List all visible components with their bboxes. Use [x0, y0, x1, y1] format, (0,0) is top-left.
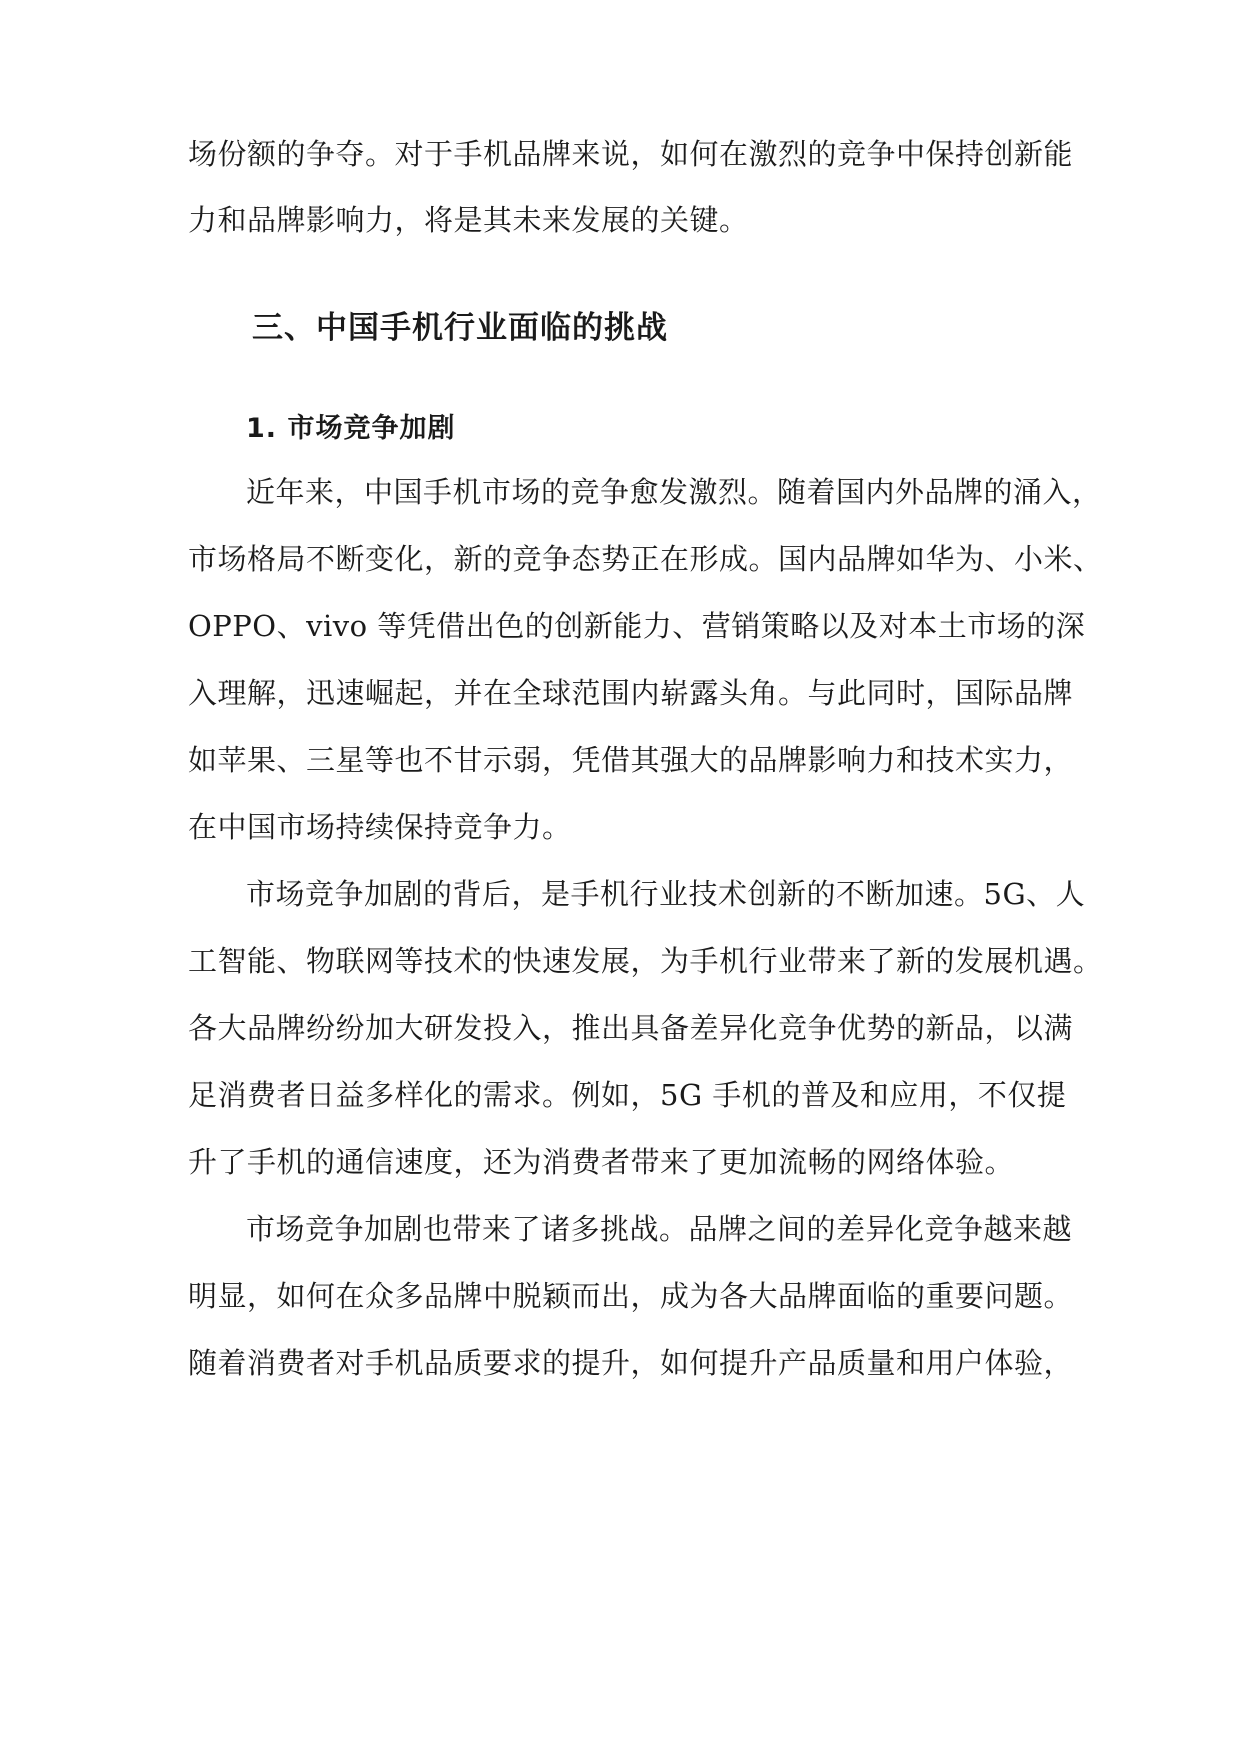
section-title: 三、中国手机行业面临的挑战 [252, 310, 668, 346]
paragraph-2-line-1: 市场竞争加剧的背后，是手机行业技术创新的不断加速。5G、人 [246, 877, 1086, 911]
subsection-title: 1. 市场竞争加剧 [246, 413, 456, 444]
paragraph-3-line-1: 市场竞争加剧也带来了诸多挑战。品牌之间的差异化竞争越来越 [246, 1212, 1073, 1246]
intro-line-1: 场份额的争夺。对于手机品牌来说，如何在激烈的竞争中保持创新能 [188, 137, 1074, 171]
paragraph-3-line-3: 随着消费者对手机品质要求的提升，如何提升产品质量和用户体验， [188, 1346, 1074, 1380]
paragraph-1-line-5: 如苹果、三星等也不甘示弱，凭借其强大的品牌影响力和技术实力， [188, 743, 1074, 777]
paragraph-1-line-4: 入理解，迅速崛起，并在全球范围内崭露头角。与此同时，国际品牌 [188, 676, 1074, 710]
intro-line-2: 力和品牌影响力，将是其未来发展的关键。 [188, 203, 749, 237]
paragraph-3-line-2: 明显，如何在众多品牌中脱颖而出，成为各大品牌面临的重要问题。 [188, 1279, 1074, 1313]
paragraph-1-line-2: 市场格局不断变化，新的竞争态势正在形成。国内品牌如华为、小米、 [188, 542, 1103, 576]
paragraph-1-line-1: 近年来，中国手机市场的竞争愈发激烈。随着国内外品牌的涌入， [246, 475, 1102, 509]
paragraph-2-line-5: 升了手机的通信速度，还为消费者带来了更加流畅的网络体验。 [188, 1145, 1015, 1179]
paragraph-2-line-2: 工智能、物联网等技术的快速发展，为手机行业带来了新的发展机遇。 [188, 944, 1103, 978]
paragraph-2-line-3: 各大品牌纷纷加大研发投入，推出具备差异化竞争优势的新品，以满 [188, 1011, 1074, 1045]
paragraph-1-line-3: OPPO、vivo 等凭借出色的创新能力、营销策略以及对本土市场的深 [188, 609, 1086, 643]
paragraph-2-line-4: 足消费者日益多样化的需求。例如，5G 手机的普及和应用，不仅提 [188, 1078, 1067, 1112]
paragraph-1-line-6: 在中国市场持续保持竞争力。 [188, 810, 572, 844]
